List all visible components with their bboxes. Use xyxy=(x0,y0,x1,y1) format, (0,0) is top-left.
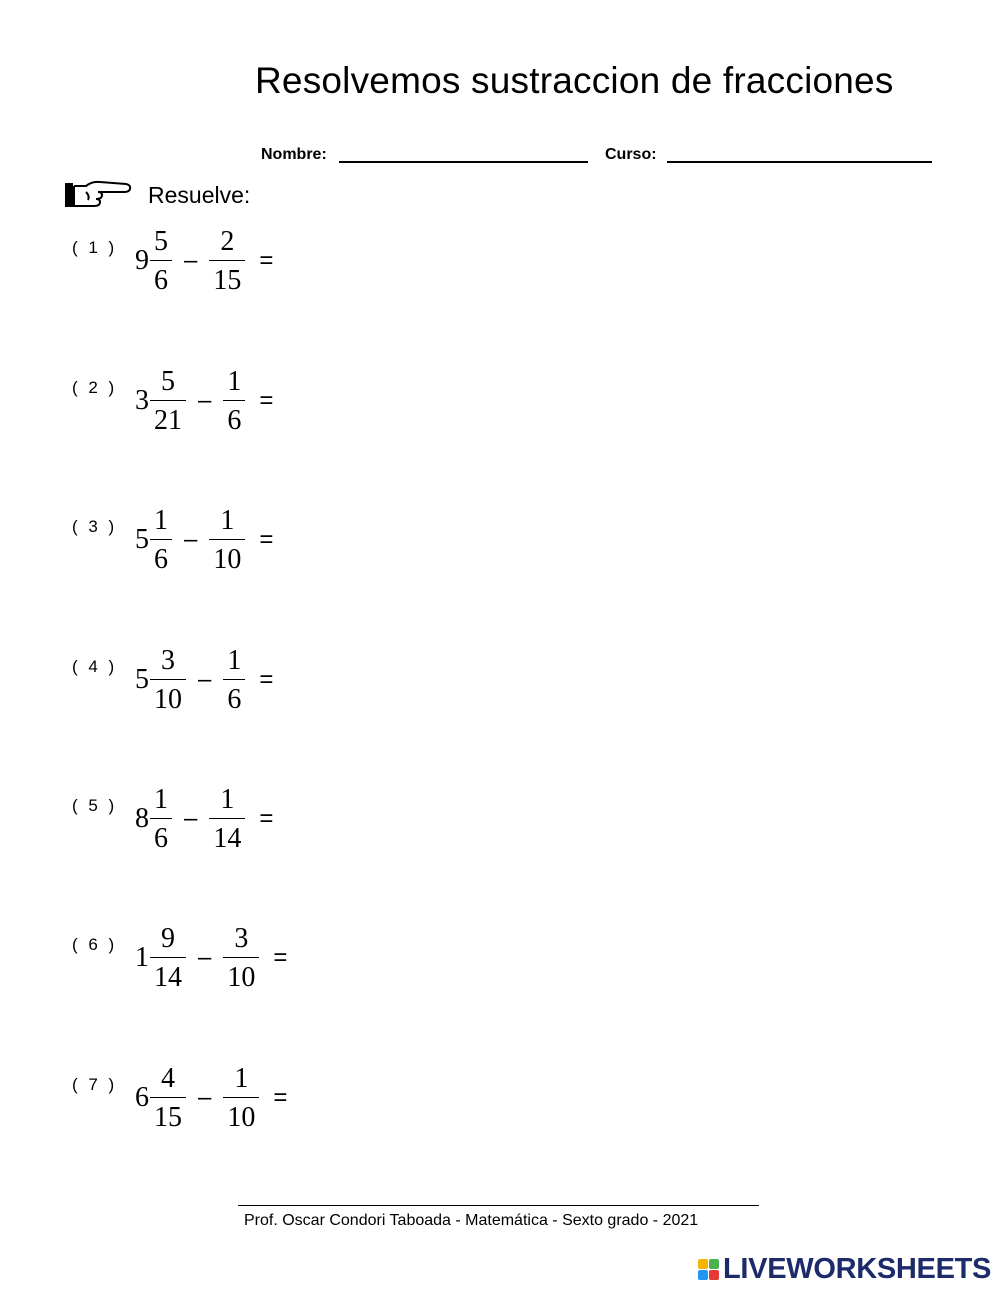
equals-sign: = xyxy=(259,387,274,414)
minus-sign: – xyxy=(198,1084,212,1111)
fraction-1 xyxy=(150,922,186,993)
problem-number: ( 4 ) xyxy=(72,657,118,676)
equals-sign: = xyxy=(259,805,274,832)
numerator: 1 xyxy=(227,644,242,676)
denominator: 10 xyxy=(227,961,256,993)
equals-sign: = xyxy=(259,526,274,553)
equals-sign: = xyxy=(273,1084,288,1111)
numerator: 3 xyxy=(161,644,175,676)
minus-sign: – xyxy=(198,666,212,693)
fraction-1 xyxy=(150,644,186,715)
numerator: 3 xyxy=(234,922,249,954)
brand-name: LIVEWORKSHEETS xyxy=(723,1253,992,1285)
fraction-1 xyxy=(150,1062,186,1133)
whole-number: 8 xyxy=(135,803,149,834)
fraction-2 xyxy=(223,922,259,993)
fraction-expression xyxy=(135,505,273,575)
numerator: 4 xyxy=(161,1062,175,1094)
fraction-2 xyxy=(209,504,245,575)
equals-sign: = xyxy=(259,666,274,693)
problem-number: ( 7 ) xyxy=(72,1075,118,1094)
equals-sign: = xyxy=(259,247,274,274)
fraction-1 xyxy=(150,783,172,854)
footer-divider xyxy=(238,1205,759,1206)
minus-sign: – xyxy=(198,944,212,971)
numerator: 1 xyxy=(220,783,235,815)
fraction-2 xyxy=(223,1062,259,1133)
denominator: 10 xyxy=(154,683,182,715)
course-field-line[interactable] xyxy=(667,161,932,163)
denominator: 6 xyxy=(154,264,168,296)
fraction-1 xyxy=(150,504,172,575)
numerator: 1 xyxy=(220,504,235,536)
problem-number: ( 1 ) xyxy=(72,238,118,257)
problem-number: ( 5 ) xyxy=(72,796,118,815)
numerator: 1 xyxy=(154,783,168,815)
logo-square xyxy=(698,1259,708,1269)
footer-credit: Prof. Oscar Condori Taboada - Matemática - Sexto grado - 2021 xyxy=(244,1212,699,1229)
denominator: 14 xyxy=(154,961,182,993)
instruction-text: Resuelve: xyxy=(148,182,251,208)
denominator: 6 xyxy=(227,683,242,715)
problem-number: ( 3 ) xyxy=(72,517,118,536)
name-field-line[interactable] xyxy=(339,161,588,163)
denominator: 10 xyxy=(213,543,242,575)
minus-sign: – xyxy=(184,247,198,274)
fraction-expression xyxy=(135,366,273,436)
numerator: 5 xyxy=(161,365,175,397)
logo-square xyxy=(709,1270,719,1280)
denominator: 6 xyxy=(154,822,168,854)
whole-number: 5 xyxy=(135,664,149,695)
fraction-2 xyxy=(209,225,245,296)
numerator: 1 xyxy=(234,1062,249,1094)
logo-square xyxy=(698,1270,708,1280)
denominator: 10 xyxy=(227,1101,256,1133)
whole-number: 5 xyxy=(135,524,149,555)
pointing-hand-icon xyxy=(64,178,132,212)
fraction-2 xyxy=(223,365,245,436)
whole-number: 3 xyxy=(135,385,149,416)
whole-number: 6 xyxy=(135,1082,149,1113)
liveworksheets-logo-icon xyxy=(698,1259,719,1280)
minus-sign: – xyxy=(198,387,212,414)
fraction-2 xyxy=(223,644,245,715)
numerator: 1 xyxy=(154,504,168,536)
equals-sign: = xyxy=(273,944,288,971)
fraction-2 xyxy=(209,783,245,854)
fraction-expression xyxy=(135,784,273,854)
denominator: 21 xyxy=(154,404,182,436)
problem-number: ( 6 ) xyxy=(72,935,118,954)
page-title: Resolvemos sustraccion de fracciones xyxy=(255,60,894,101)
whole-number: 9 xyxy=(135,245,149,276)
name-label: Nombre: xyxy=(261,146,327,163)
numerator: 9 xyxy=(161,922,175,954)
denominator: 15 xyxy=(213,264,242,296)
minus-sign: – xyxy=(184,526,198,553)
numerator: 1 xyxy=(227,365,242,397)
numerator: 2 xyxy=(220,225,235,257)
fraction-1 xyxy=(150,365,186,436)
fraction-expression xyxy=(135,645,273,715)
liveworksheets-brand[interactable] xyxy=(698,1253,991,1286)
minus-sign: – xyxy=(184,805,198,832)
fraction-expression xyxy=(135,226,273,296)
logo-square xyxy=(709,1259,719,1269)
denominator: 15 xyxy=(154,1101,182,1133)
problem-number: ( 2 ) xyxy=(72,378,118,397)
denominator: 6 xyxy=(227,404,242,436)
whole-number: 1 xyxy=(135,942,149,973)
fraction-1 xyxy=(150,225,172,296)
fraction-expression xyxy=(135,923,287,993)
fraction-expression xyxy=(135,1063,287,1133)
course-label: Curso: xyxy=(605,146,657,163)
numerator: 5 xyxy=(154,225,168,257)
denominator: 6 xyxy=(154,543,168,575)
denominator: 14 xyxy=(213,822,242,854)
